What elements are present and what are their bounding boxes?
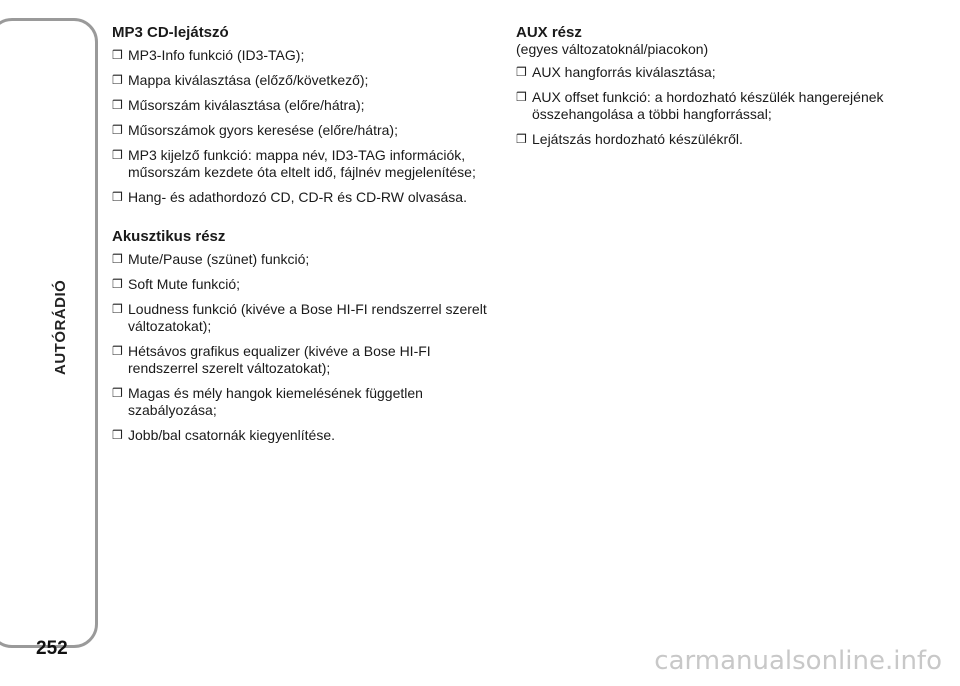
list-aux [516,64,896,148]
list-item: ❒ Mute/Pause (szünet) funkció; [112,251,310,267]
list-acoustic [112,251,497,444]
list-item: ❒ MP3 kijelző funkció: mappa név, ID3-TAG információk, műsorszám kezdete óta eltelt idő, fájlnév megjelenítése; [112,147,476,180]
checkbox-bullet-icon: ❒ [112,48,123,62]
watermark: carmanualsonline.info [654,646,942,676]
checkbox-bullet-icon: ❒ [112,344,123,358]
right-column [516,24,896,156]
list-item: ❒ Magas és mély hangok kiemelésének független szabályozása; [112,385,423,418]
checkbox-bullet-icon: ❒ [112,428,123,442]
checkbox-bullet-icon: ❒ [516,65,527,79]
chapter-tab [0,18,98,648]
left-column [112,24,497,452]
section-acoustic [112,228,497,444]
list-item: ❒ MP3-Info funkció (ID3-TAG); [112,47,305,63]
checkbox-bullet-icon: ❒ [112,386,123,400]
checkbox-bullet-icon: ❒ [112,73,123,87]
page-number: 252 [36,638,68,659]
list-item: ❒ AUX hangforrás kiválasztása; [516,64,716,80]
checkbox-bullet-icon: ❒ [112,277,123,291]
checkbox-bullet-icon: ❒ [112,302,123,316]
checkbox-bullet-icon: ❒ [516,90,527,104]
section-title-mp3: MP3 CD-lejátszó [112,24,229,41]
list-item: ❒ Loudness funkció (kivéve a Bose HI-FI rendszerrel szerelt változatokat); [112,301,487,334]
checkbox-bullet-icon: ❒ [112,148,123,162]
list-item: ❒ AUX offset funkció: a hordozható készülék hangerejének összehangolása a többi hangforrással; [516,89,884,122]
section-subtitle-aux: (egyes változatoknál/piacokon) [516,41,709,57]
checkbox-bullet-icon: ❒ [516,132,527,146]
list-item: ❒ Soft Mute funkció; [112,276,241,292]
section-mp3 [112,24,497,206]
list-item: ❒ Hang- és adathordozó CD, CD-R és CD-RW olvasása. [112,189,467,205]
section-title-aux: AUX rész [516,24,582,41]
checkbox-bullet-icon: ❒ [112,190,123,204]
list-item: ❒ Lejátszás hordozható készülékről. [516,131,743,147]
list-item: ❒ Jobb/bal csatornák kiegyenlítése. [112,427,336,443]
list-mp3 [112,47,497,206]
checkbox-bullet-icon: ❒ [112,252,123,266]
chapter-tab-label: AUTÓRÁDIÓ [52,279,69,375]
checkbox-bullet-icon: ❒ [112,123,123,137]
list-item: ❒ Műsorszám kiválasztása (előre/hátra); [112,97,365,113]
list-item: ❒ Műsorszámok gyors keresése (előre/hátra); [112,122,398,138]
list-item: ❒ Mappa kiválasztása (előző/következő); [112,72,369,88]
section-title-acoustic: Akusztikus rész [112,228,226,245]
list-item: ❒ Hétsávos grafikus equalizer (kivéve a Bose HI-FI rendszerrel szerelt változatokat); [112,343,431,376]
checkbox-bullet-icon: ❒ [112,98,123,112]
